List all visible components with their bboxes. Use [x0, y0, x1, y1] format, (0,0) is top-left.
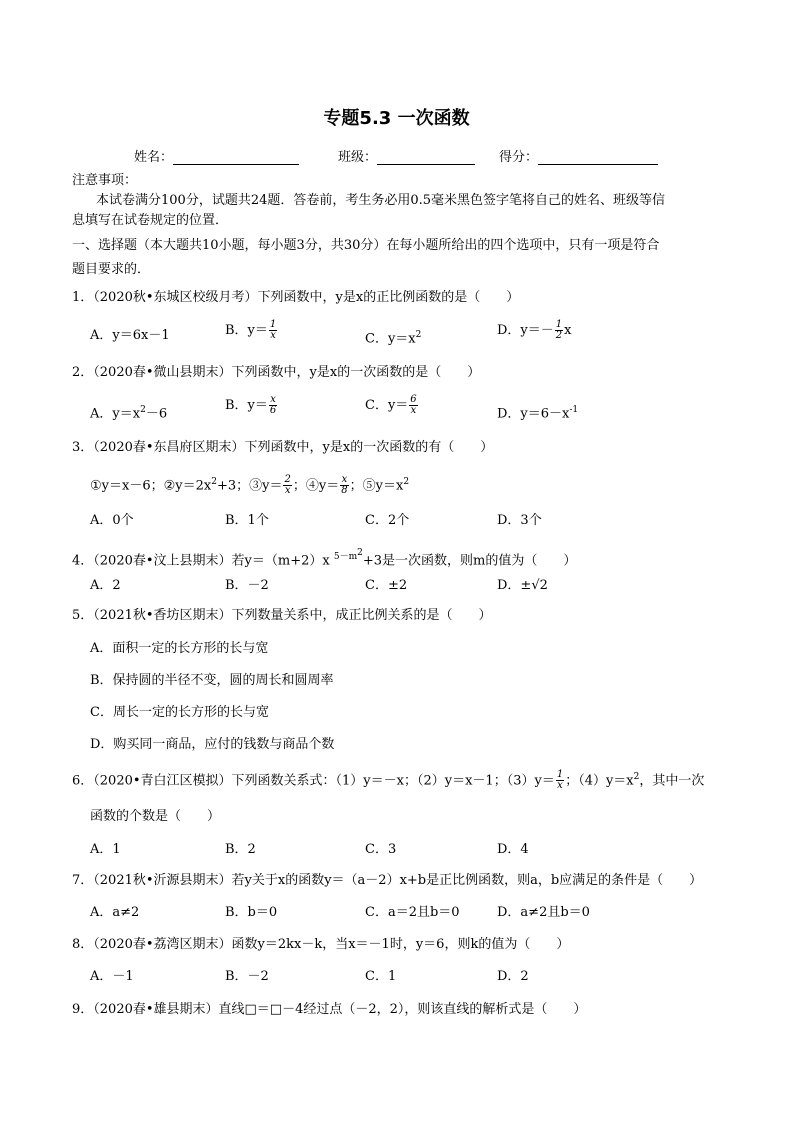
question-8-stem: 8．（2020春•荔湾区期末）函数y＝2kx－k，当x＝－1时，y＝6，则k的值为（ ） — [72, 937, 570, 952]
name-label: 姓名： — [134, 150, 174, 165]
q7-option-c[interactable]: C．a＝2且b＝0 — [365, 905, 460, 920]
section-heading-line-1: 一、选择题（本大题共10小题，每小题3分，共30分）在每小题所给出的四个选项中，只有一项是符合 — [72, 238, 660, 253]
fraction: $\frac{2}{x}$ — [284, 474, 291, 497]
q5-option-d[interactable]: D．购买同一商品，应付的钱数与商品个数 — [90, 737, 335, 752]
q2-option-d[interactable]: D．$y=6-x^{-1}$ — [497, 405, 579, 422]
q2-option-a-label: A．y＝x — [90, 406, 141, 422]
q7-option-a[interactable]: A．a≠2 — [90, 905, 140, 920]
q6-option-d[interactable]: D．4 — [497, 842, 529, 857]
q7-option-d[interactable]: D．a≠2且b＝0 — [497, 905, 590, 920]
q6-option-b[interactable]: B．2 — [225, 842, 256, 857]
question-2-stem: 2．（2020春•微山县期末）下列函数中，y是x的一次函数的是（ ） — [72, 365, 481, 380]
fraction: $\frac{x}{6}$ — [269, 394, 277, 416]
q5-option-b[interactable]: B．保持圆的半径不变，圆的周长和圆周率 — [90, 673, 334, 688]
q1-option-a[interactable]: A．y＝6x－1 — [90, 328, 170, 343]
q5-option-a[interactable]: A．面积一定的长方形的长与宽 — [90, 641, 269, 656]
q2-option-a[interactable]: A．$y=x^2-6$ — [90, 405, 168, 422]
section-heading-line-2: 题目要求的． — [72, 262, 151, 277]
q3-option-c[interactable]: C．2个 — [365, 513, 410, 528]
q2-option-c-label: C．y＝ — [365, 398, 409, 413]
fraction: $\frac{x}{8}$ — [341, 474, 348, 497]
name-field — [134, 146, 299, 165]
question-7-stem: 7．（2021秋•沂源县期末）若y关于x的函数y＝（a－2）x+b是正比例函数，则a，b应满足的条件是（ ） — [72, 873, 703, 888]
q4-option-d[interactable]: D．±√2 — [497, 578, 548, 593]
q4-option-a[interactable]: A．2 — [90, 578, 121, 593]
q3-option-b[interactable]: B．1个 — [225, 513, 269, 528]
notes-line-2: 息填写在试卷规定的位置． — [72, 213, 229, 228]
q6-option-a[interactable]: A．1 — [90, 842, 121, 857]
q5-option-c[interactable]: C．周长一定的长方形的长与宽 — [90, 705, 269, 720]
q1-option-c[interactable]: C．$y=x^2$ — [365, 330, 422, 347]
q8-option-c[interactable]: C．1 — [365, 969, 397, 984]
q8-option-a[interactable]: A．－1 — [90, 969, 134, 984]
q7-option-b[interactable]: B．b＝0 — [225, 905, 278, 920]
question-3-stem: 3．（2020春•东昌府区期末）下列函数中，y是x的一次函数的有（ ） — [72, 440, 494, 455]
q1-option-d[interactable]: D．y＝－ $\frac{1}{2}$ x — [497, 319, 572, 341]
q2-option-b[interactable] — [225, 395, 278, 416]
question-6-stem-line-2: 函数的个数是（ ） — [90, 809, 221, 824]
class-field — [338, 146, 475, 165]
notes-heading: 注意事项： — [72, 173, 138, 188]
question-1-stem: 1．（2020秋•东城区校级月考）下列函数中，y是x的正比例函数的是（ ） — [72, 290, 520, 305]
q1-option-b-label: B．y＝ — [225, 323, 268, 338]
score-blank[interactable] — [538, 150, 658, 165]
exponent: 5－m2 — [333, 548, 363, 562]
q4-option-b[interactable]: B．－2 — [225, 578, 269, 593]
q1-option-c-label: C．y＝x — [365, 331, 416, 347]
question-4-stem: 4．（2020春•汶上县期末）若y＝（m+2）x $^{5-m^2}$+3是一次函数，则m的值为（ ） — [72, 548, 577, 569]
q2-option-b-label: B．y＝ — [225, 398, 268, 413]
question-6-stem: 6．（2020•青白江区模拟）下列函数关系式：（1）y＝－x；（2）y＝x－1；（3）y＝ $\frac{1}{x}$ ；$(4)y=x^2$，其中一次 — [72, 769, 705, 792]
fraction: $\frac{1}{2}$ — [555, 319, 563, 341]
score-field — [499, 146, 658, 165]
q1-option-b[interactable] — [225, 320, 278, 341]
class-blank[interactable] — [377, 150, 475, 165]
score-label: 得分： — [499, 150, 539, 165]
notes-line-1: 本试卷满分100分，试题共24题．答卷前，考生务必用0.5毫米黑色签字笔将自己的姓名、班级等信 — [96, 193, 666, 208]
q6-option-c[interactable]: C．3 — [365, 842, 397, 857]
class-label: 班级： — [338, 150, 378, 165]
q4-option-c[interactable]: C．±2 — [365, 578, 408, 593]
question-5-stem: 5．（2021秋•香坊区期末）下列数量关系中，成正比例关系的是（ ） — [72, 608, 492, 623]
question-9-stem: 9．（2020春•雄县期末）直线□＝□－4经过点（－2，2），则该直线的解析式是（ ） — [72, 1002, 587, 1017]
q3-option-d[interactable]: D．3个 — [497, 513, 542, 528]
q2-option-c[interactable] — [365, 395, 419, 416]
fraction: $\frac{1}{x}$ — [269, 319, 277, 341]
q8-option-d[interactable]: D．2 — [497, 969, 529, 984]
q8-option-b[interactable]: B．－2 — [225, 969, 269, 984]
q1-option-d-label: D．y＝－ — [497, 323, 554, 338]
name-blank[interactable] — [173, 150, 299, 165]
q2-option-d-label: D．y＝6－x — [497, 406, 570, 422]
fraction: $\frac{6}{x}$ — [410, 394, 417, 416]
q3-items: ①y＝x－6；$②y=2x^2+3$；③y＝ $\frac{2}{x}$ ；④y＝ $\frac{x}{8}$ ；$⑤y=x^2$ — [90, 474, 410, 497]
fraction: $\frac{1}{x}$ — [556, 769, 564, 792]
page-title: 专题5.3 一次函数 — [323, 108, 470, 129]
q3-option-a[interactable]: A．0个 — [90, 513, 134, 528]
